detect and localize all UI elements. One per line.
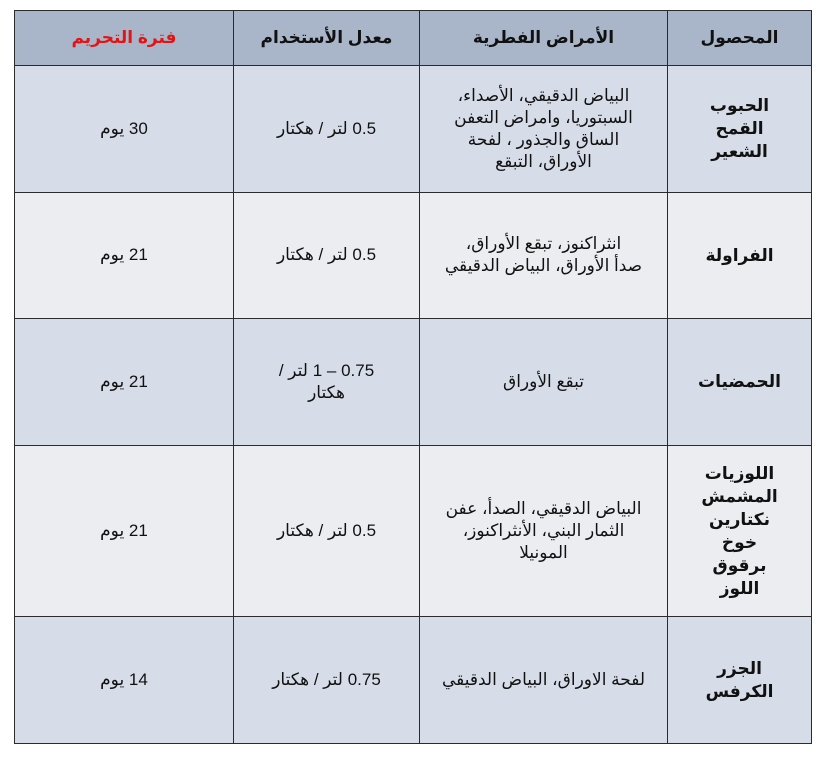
rate-cell: 0.5 لتر / هكتار [234, 445, 420, 617]
header-ban-period: فترة التحريم [15, 11, 234, 66]
header-diseases: الأمراض الفطرية [420, 11, 668, 66]
pesticide-usage-table [14, 10, 812, 744]
table-row [15, 192, 812, 319]
table-row [15, 445, 812, 617]
header-rate: معدل الأستخدام [234, 11, 420, 66]
table-row [15, 319, 812, 446]
rate-cell: 0.5 لتر / هكتار [234, 192, 420, 319]
crop-cell: الحبوب القمح الشعير [668, 66, 812, 193]
crop-cell: اللوزيات المشمش نكتارين خوخ برقوق اللوز [668, 445, 812, 617]
header-row [15, 11, 812, 66]
ban-period-cell: 14 يوم [15, 617, 234, 744]
diseases-cell: تبقع الأوراق [420, 319, 668, 446]
rate-cell: 0.75 لتر / هكتار [234, 617, 420, 744]
header-crop: المحصول [668, 11, 812, 66]
crop-cell: الجزر الكرفس [668, 617, 812, 744]
rate-cell: 0.5 لتر / هكتار [234, 66, 420, 193]
diseases-cell: لفحة الاوراق، البياض الدقيقي [420, 617, 668, 744]
rate-cell: 0.75 – 1 لتر / هكتار [234, 319, 420, 446]
ban-period-cell: 21 يوم [15, 445, 234, 617]
diseases-cell: انثراكنوز، تبقع الأوراق، صدأ الأوراق، البياض الدقيقي [420, 192, 668, 319]
ban-period-cell: 21 يوم [15, 192, 234, 319]
diseases-cell: البياض الدقيقي، الأصداء، السبتوريا، وامراض التعفن الساق والجذور ، لفحة الأوراق، التبقع [420, 66, 668, 193]
crop-cell: الفراولة [668, 192, 812, 319]
crop-cell: الحمضيات [668, 319, 812, 446]
diseases-cell: البياض الدقيقي، الصدأ، عفن الثمار البني، الأنثراكنوز، المونيلا [420, 445, 668, 617]
ban-period-cell: 21 يوم [15, 319, 234, 446]
table-row [15, 617, 812, 744]
ban-period-cell: 30 يوم [15, 66, 234, 193]
table-row [15, 66, 812, 193]
